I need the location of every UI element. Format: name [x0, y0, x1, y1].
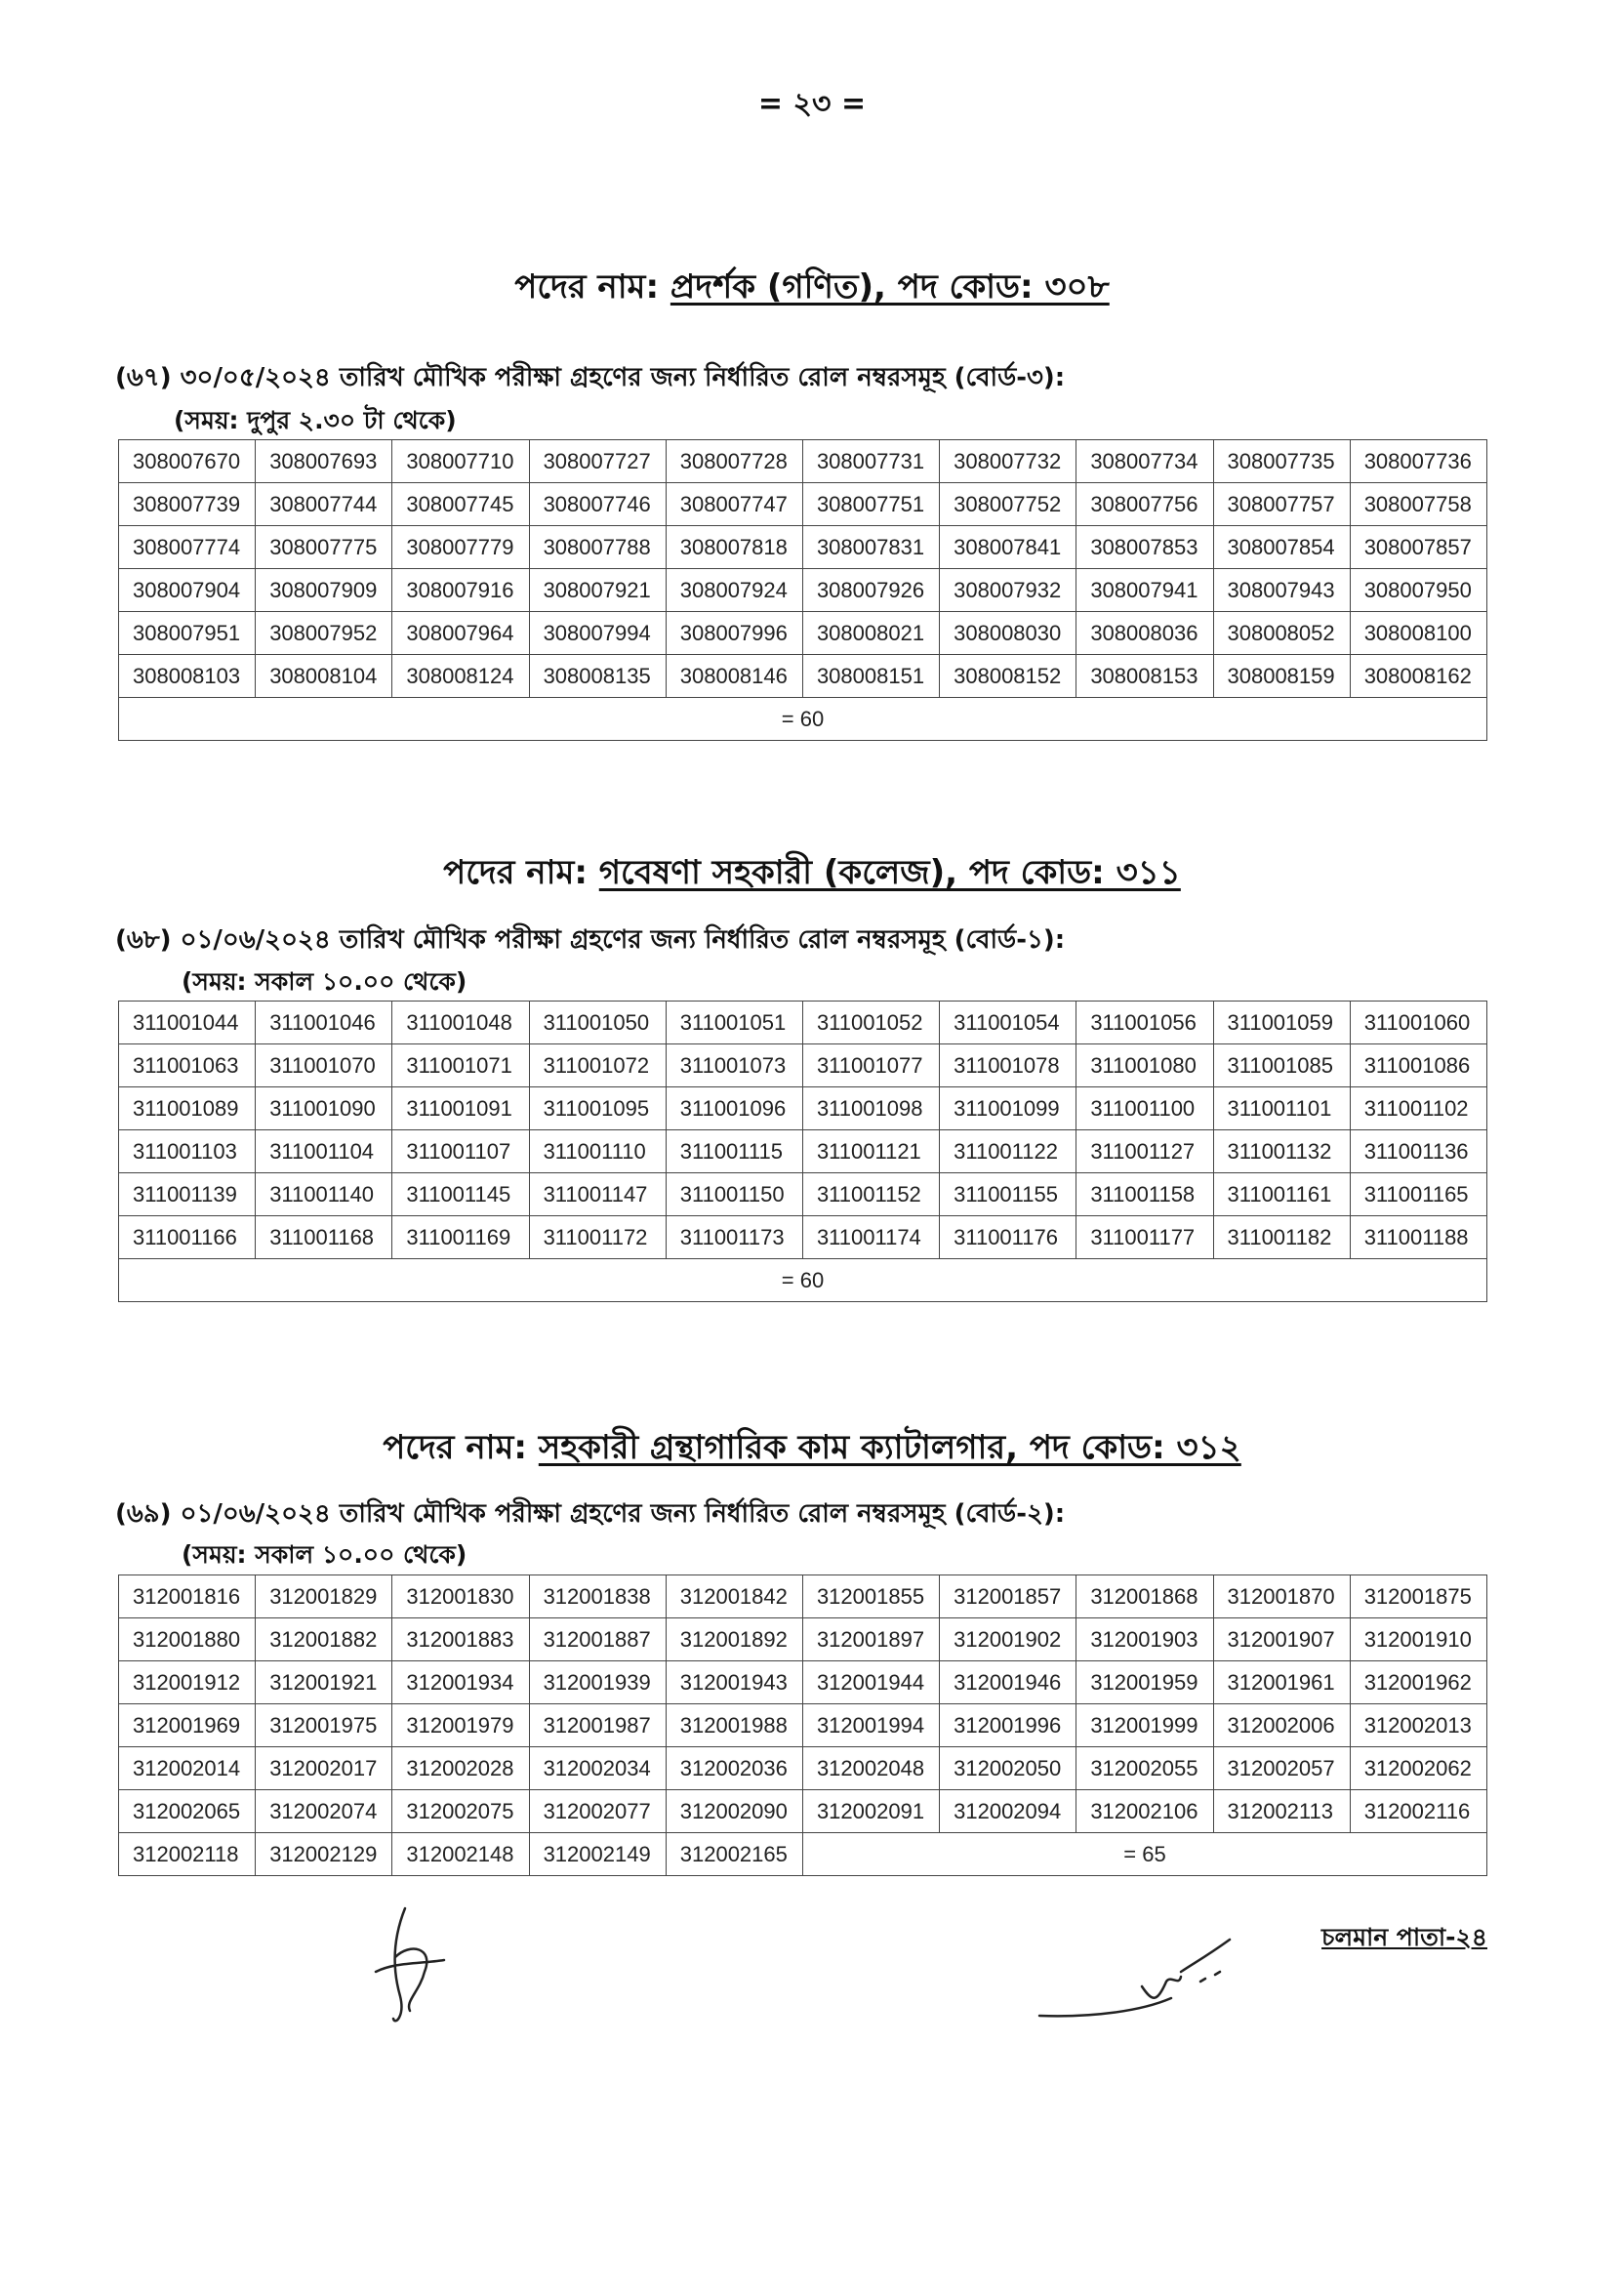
roll-number-cell: 312002055 — [1076, 1747, 1213, 1790]
roll-number-cell: 311001139 — [119, 1173, 256, 1216]
roll-number-cell: 308008030 — [940, 612, 1076, 655]
roll-number-cell: 311001096 — [666, 1087, 802, 1130]
roll-number-cell: 311001140 — [256, 1173, 392, 1216]
post-heading-prefix: পদের নাম: — [514, 267, 670, 307]
roll-number-cell: 312002062 — [1350, 1747, 1486, 1790]
roll-number-cell: 308007734 — [1076, 440, 1213, 483]
table-total-row — [119, 1259, 1487, 1302]
roll-number-cell: 308007746 — [529, 483, 666, 526]
roll-number-cell: 311001080 — [1076, 1044, 1213, 1087]
roll-number-cell: 312001892 — [666, 1618, 802, 1661]
roll-number-cell: 308008052 — [1213, 612, 1350, 655]
post-name: সহকারী গ্রন্থাগারিক কাম ক্যাটালগার, পদ কোড: ৩১২ — [538, 1428, 1241, 1467]
roll-number-cell: 312001816 — [119, 1575, 256, 1618]
roll-number-cell: 311001121 — [802, 1130, 939, 1173]
table-row — [119, 1790, 1487, 1833]
roll-number-cell: 312001907 — [1213, 1618, 1350, 1661]
table-row — [119, 1044, 1487, 1087]
table-row — [119, 1747, 1487, 1790]
roll-number-cell: 312002113 — [1213, 1790, 1350, 1833]
table-row — [119, 1087, 1487, 1130]
roll-number-cell: 311001165 — [1350, 1173, 1486, 1216]
roll-number-cell: 308007950 — [1350, 569, 1486, 612]
roll-number-cell: 312001830 — [392, 1575, 529, 1618]
roll-number-cell: 308007926 — [802, 569, 939, 612]
post-heading-3 — [0, 1422, 1624, 1478]
roll-number-cell: 311001054 — [940, 1002, 1076, 1044]
roll-number-cell: 311001099 — [940, 1087, 1076, 1130]
table-row — [119, 612, 1487, 655]
roll-number-cell: 311001168 — [256, 1216, 392, 1259]
roll-number-cell: 308007788 — [529, 526, 666, 569]
roll-number-cell: 311001173 — [666, 1216, 802, 1259]
roll-number-cell: 308007964 — [392, 612, 529, 655]
roll-number-cell: 311001155 — [940, 1173, 1076, 1216]
roll-number-cell: 308007904 — [119, 569, 256, 612]
post-heading-prefix: পদের নাম: — [443, 853, 599, 892]
roll-number-cell: 308008159 — [1213, 655, 1350, 698]
roll-table-2 — [118, 1001, 1487, 1302]
roll-number-cell: 312002148 — [392, 1833, 529, 1876]
table-row — [119, 1704, 1487, 1747]
roll-number-cell: 308007916 — [392, 569, 529, 612]
roll-number-cell: 312001829 — [256, 1575, 392, 1618]
roll-number-cell: 308007758 — [1350, 483, 1486, 526]
roll-number-cell: 311001073 — [666, 1044, 802, 1087]
roll-number-cell: 308008152 — [940, 655, 1076, 698]
roll-number-cell: 312001902 — [940, 1618, 1076, 1661]
roll-number-cell: 308007921 — [529, 569, 666, 612]
roll-number-cell: 311001161 — [1213, 1173, 1350, 1216]
roll-number-cell: 312002017 — [256, 1747, 392, 1790]
roll-number-cell: 311001060 — [1350, 1002, 1486, 1044]
roll-number-cell: 308007752 — [940, 483, 1076, 526]
roll-number-cell: 311001044 — [119, 1002, 256, 1044]
roll-number-cell: 312002057 — [1213, 1747, 1350, 1790]
roll-number-cell: 311001166 — [119, 1216, 256, 1259]
total-count: = 60 — [119, 1259, 1487, 1302]
roll-number-cell: 308008103 — [119, 655, 256, 698]
post-heading-2 — [0, 847, 1624, 903]
roll-number-cell: 308007731 — [802, 440, 939, 483]
roll-number-cell: 312001975 — [256, 1704, 392, 1747]
roll-number-cell: 312001887 — [529, 1618, 666, 1661]
roll-number-cell: 308007941 — [1076, 569, 1213, 612]
roll-number-cell: 311001052 — [802, 1002, 939, 1044]
table-row — [119, 1661, 1487, 1704]
roll-number-cell: 311001158 — [1076, 1173, 1213, 1216]
table-row — [119, 483, 1487, 526]
roll-number-cell: 308008104 — [256, 655, 392, 698]
time-line-2: (সময়: সকাল ১০.০০ থেকে) — [182, 967, 467, 996]
roll-number-cell: 312001939 — [529, 1661, 666, 1704]
roll-number-cell: 311001136 — [1350, 1130, 1486, 1173]
roll-number-cell: 312002094 — [940, 1790, 1076, 1833]
roll-number-cell: 308007728 — [666, 440, 802, 483]
roll-number-cell: 308008151 — [802, 655, 939, 698]
roll-number-cell: 308007909 — [256, 569, 392, 612]
roll-number-cell: 308008100 — [1350, 612, 1486, 655]
post-name: গবেষণা সহকারী (কলেজ), পদ কোড: ৩১১ — [598, 853, 1181, 892]
roll-number-cell: 312001910 — [1350, 1618, 1486, 1661]
roll-number-cell: 308007744 — [256, 483, 392, 526]
roll-number-cell: 312001999 — [1076, 1704, 1213, 1747]
schedule-line-1: (৬৭) ৩০/০৫/২০২৪ তারিখ মৌখিক পরীক্ষা গ্রহণের জন্য নির্ধারিত রোল নম্বরসমূহ (বোর্ড-৩): — [115, 363, 1066, 392]
table-row — [119, 440, 1487, 483]
roll-number-cell: 312002036 — [666, 1747, 802, 1790]
roll-number-cell: 311001104 — [256, 1130, 392, 1173]
roll-number-cell: 308007736 — [1350, 440, 1486, 483]
roll-number-cell: 311001177 — [1076, 1216, 1213, 1259]
roll-number-cell: 311001086 — [1350, 1044, 1486, 1087]
roll-number-cell: 308007841 — [940, 526, 1076, 569]
roll-number-cell: 308007831 — [802, 526, 939, 569]
roll-number-cell: 308007994 — [529, 612, 666, 655]
roll-number-cell: 308007670 — [119, 440, 256, 483]
table-row — [119, 1575, 1487, 1618]
roll-number-cell: 308007854 — [1213, 526, 1350, 569]
roll-number-cell: 311001048 — [392, 1002, 529, 1044]
roll-number-cell: 312001962 — [1350, 1661, 1486, 1704]
roll-number-cell: 311001089 — [119, 1087, 256, 1130]
roll-number-cell: 308007757 — [1213, 483, 1350, 526]
roll-number-cell: 308007943 — [1213, 569, 1350, 612]
roll-number-cell: 308007857 — [1350, 526, 1486, 569]
roll-number-cell: 312002028 — [392, 1747, 529, 1790]
roll-number-cell: 311001122 — [940, 1130, 1076, 1173]
roll-number-cell: 311001132 — [1213, 1130, 1350, 1173]
roll-number-cell: 308007951 — [119, 612, 256, 655]
roll-number-cell: 311001095 — [529, 1087, 666, 1130]
roll-number-cell: 311001182 — [1213, 1216, 1350, 1259]
roll-number-cell: 312002129 — [256, 1833, 392, 1876]
roll-number-cell: 308007735 — [1213, 440, 1350, 483]
roll-number-cell: 308007745 — [392, 483, 529, 526]
roll-number-cell: 312001979 — [392, 1704, 529, 1747]
roll-number-cell: 308008021 — [802, 612, 939, 655]
time-line-1: (সময়: দুপুর ২.৩০ টা থেকে) — [174, 406, 457, 434]
roll-number-cell: 308008135 — [529, 655, 666, 698]
roll-number-cell: 311001110 — [529, 1130, 666, 1173]
roll-number-cell: 312002034 — [529, 1747, 666, 1790]
roll-number-cell: 312001875 — [1350, 1575, 1486, 1618]
roll-number-cell: 312001903 — [1076, 1618, 1213, 1661]
roll-number-cell: 312001855 — [802, 1575, 939, 1618]
roll-number-cell: 312001883 — [392, 1618, 529, 1661]
signature-left — [366, 1903, 454, 2030]
roll-number-cell: 311001059 — [1213, 1002, 1350, 1044]
roll-number-cell: 312002074 — [256, 1790, 392, 1833]
table-row — [119, 1002, 1487, 1044]
roll-number-cell: 308007710 — [392, 440, 529, 483]
roll-number-cell: 312001959 — [1076, 1661, 1213, 1704]
table-row — [119, 1173, 1487, 1216]
roll-table-3 — [118, 1574, 1487, 1876]
time-line-3: (সময়: সকাল ১০.০০ থেকে) — [182, 1540, 467, 1569]
roll-number-cell: 312001961 — [1213, 1661, 1350, 1704]
roll-number-cell: 311001046 — [256, 1002, 392, 1044]
roll-number-cell: 311001115 — [666, 1130, 802, 1173]
roll-number-cell: 312002014 — [119, 1747, 256, 1790]
roll-number-cell: 312002013 — [1350, 1704, 1486, 1747]
table-row — [119, 1216, 1487, 1259]
roll-number-cell: 312002075 — [392, 1790, 529, 1833]
roll-table-1 — [118, 439, 1487, 741]
roll-number-cell: 308007774 — [119, 526, 256, 569]
roll-number-cell: 308008146 — [666, 655, 802, 698]
roll-number-cell: 311001174 — [802, 1216, 939, 1259]
roll-number-cell: 308007732 — [940, 440, 1076, 483]
roll-number-cell: 308008162 — [1350, 655, 1486, 698]
roll-number-cell: 308007751 — [802, 483, 939, 526]
roll-number-cell: 311001050 — [529, 1002, 666, 1044]
roll-number-cell: 311001091 — [392, 1087, 529, 1130]
roll-number-cell: 312001842 — [666, 1575, 802, 1618]
roll-number-cell: 308007952 — [256, 612, 392, 655]
roll-number-cell: 312002118 — [119, 1833, 256, 1876]
roll-number-cell: 312001870 — [1213, 1575, 1350, 1618]
roll-number-cell: 312001943 — [666, 1661, 802, 1704]
roll-number-cell: 308007693 — [256, 440, 392, 483]
roll-number-cell: 311001098 — [802, 1087, 939, 1130]
roll-number-cell: 311001071 — [392, 1044, 529, 1087]
roll-number-cell: 311001127 — [1076, 1130, 1213, 1173]
roll-number-cell: 312001934 — [392, 1661, 529, 1704]
roll-number-cell: 312001897 — [802, 1618, 939, 1661]
roll-number-cell: 311001147 — [529, 1173, 666, 1216]
roll-number-cell: 311001063 — [119, 1044, 256, 1087]
roll-number-cell: 308007932 — [940, 569, 1076, 612]
table-row — [119, 526, 1487, 569]
roll-number-cell: 312001921 — [256, 1661, 392, 1704]
post-heading-prefix: পদের নাম: — [383, 1428, 539, 1467]
roll-number-cell: 312001838 — [529, 1575, 666, 1618]
roll-number-cell: 308007739 — [119, 483, 256, 526]
roll-number-cell: 308007727 — [529, 440, 666, 483]
roll-number-cell: 312002077 — [529, 1790, 666, 1833]
roll-number-cell: 312001944 — [802, 1661, 939, 1704]
total-count: = 65 — [802, 1833, 1486, 1876]
roll-number-cell: 311001056 — [1076, 1002, 1213, 1044]
roll-number-cell: 312002048 — [802, 1747, 939, 1790]
roll-number-cell: 308007779 — [392, 526, 529, 569]
roll-number-cell: 311001176 — [940, 1216, 1076, 1259]
roll-number-cell: 312002149 — [529, 1833, 666, 1876]
table-row — [119, 655, 1487, 698]
continued-page-label: চলমান পাতা-২৪ — [1321, 1923, 1487, 1951]
roll-number-cell: 311001150 — [666, 1173, 802, 1216]
roll-number-cell: 312002106 — [1076, 1790, 1213, 1833]
roll-number-cell: 311001070 — [256, 1044, 392, 1087]
roll-number-cell: 312002006 — [1213, 1704, 1350, 1747]
roll-number-cell: 312002091 — [802, 1790, 939, 1833]
total-count: = 60 — [119, 698, 1487, 741]
roll-number-cell: 311001051 — [666, 1002, 802, 1044]
roll-number-cell: 311001101 — [1213, 1087, 1350, 1130]
roll-number-cell: 312002165 — [666, 1833, 802, 1876]
roll-number-cell: 312001987 — [529, 1704, 666, 1747]
table-row — [119, 1130, 1487, 1173]
post-name: প্রদর্শক (গণিত), পদ কোড: ৩০৮ — [670, 267, 1110, 307]
roll-number-cell: 308007853 — [1076, 526, 1213, 569]
roll-number-cell: 311001072 — [529, 1044, 666, 1087]
roll-number-cell: 312001912 — [119, 1661, 256, 1704]
roll-number-cell: 308007775 — [256, 526, 392, 569]
roll-number-cell: 312001994 — [802, 1704, 939, 1747]
roll-number-cell: 312002116 — [1350, 1790, 1486, 1833]
roll-number-cell: 308007996 — [666, 612, 802, 655]
roll-number-cell: 311001077 — [802, 1044, 939, 1087]
roll-number-cell: 311001100 — [1076, 1087, 1213, 1130]
roll-number-cell: 311001102 — [1350, 1087, 1486, 1130]
roll-number-cell: 312001988 — [666, 1704, 802, 1747]
schedule-line-3: (৬৯) ০১/০৬/২০২৪ তারিখ মৌখিক পরীক্ষা গ্রহণের জন্য নির্ধারিত রোল নম্বরসমূহ (বোর্ড-২): — [115, 1499, 1066, 1529]
roll-number-cell: 312002050 — [940, 1747, 1076, 1790]
roll-number-cell: 311001085 — [1213, 1044, 1350, 1087]
table-total-row — [119, 1833, 1487, 1876]
roll-number-cell: 311001145 — [392, 1173, 529, 1216]
roll-number-cell: 311001107 — [392, 1130, 529, 1173]
roll-number-cell: 312001882 — [256, 1618, 392, 1661]
roll-number-cell: 311001169 — [392, 1216, 529, 1259]
roll-number-cell: 311001172 — [529, 1216, 666, 1259]
roll-number-cell: 312001868 — [1076, 1575, 1213, 1618]
roll-number-cell: 308007747 — [666, 483, 802, 526]
table-row — [119, 569, 1487, 612]
roll-number-cell: 312001857 — [940, 1575, 1076, 1618]
roll-number-cell: 312001946 — [940, 1661, 1076, 1704]
roll-number-cell: 311001078 — [940, 1044, 1076, 1087]
roll-number-cell: 312001880 — [119, 1618, 256, 1661]
schedule-line-2: (৬৮) ০১/০৬/২০২৪ তারিখ মৌখিক পরীক্ষা গ্রহণের জন্য নির্ধারিত রোল নম্বরসমূহ (বোর্ড-১): — [115, 925, 1066, 955]
roll-number-cell: 312001969 — [119, 1704, 256, 1747]
post-heading-1 — [0, 262, 1624, 317]
roll-number-cell: 308008036 — [1076, 612, 1213, 655]
roll-number-cell: 311001103 — [119, 1130, 256, 1173]
roll-number-cell: 311001188 — [1350, 1216, 1486, 1259]
page-number: = ২৩ = — [757, 87, 867, 121]
roll-number-cell: 311001090 — [256, 1087, 392, 1130]
roll-number-cell: 308007756 — [1076, 483, 1213, 526]
roll-number-cell: 308008124 — [392, 655, 529, 698]
roll-number-cell: 308008153 — [1076, 655, 1213, 698]
roll-number-cell: 312002090 — [666, 1790, 802, 1833]
signature-right — [1035, 1928, 1249, 2025]
roll-number-cell: 308007924 — [666, 569, 802, 612]
table-row — [119, 1618, 1487, 1661]
roll-number-cell: 308007818 — [666, 526, 802, 569]
roll-number-cell: 312001996 — [940, 1704, 1076, 1747]
roll-number-cell: 312002065 — [119, 1790, 256, 1833]
roll-number-cell: 311001152 — [802, 1173, 939, 1216]
table-total-row — [119, 698, 1487, 741]
